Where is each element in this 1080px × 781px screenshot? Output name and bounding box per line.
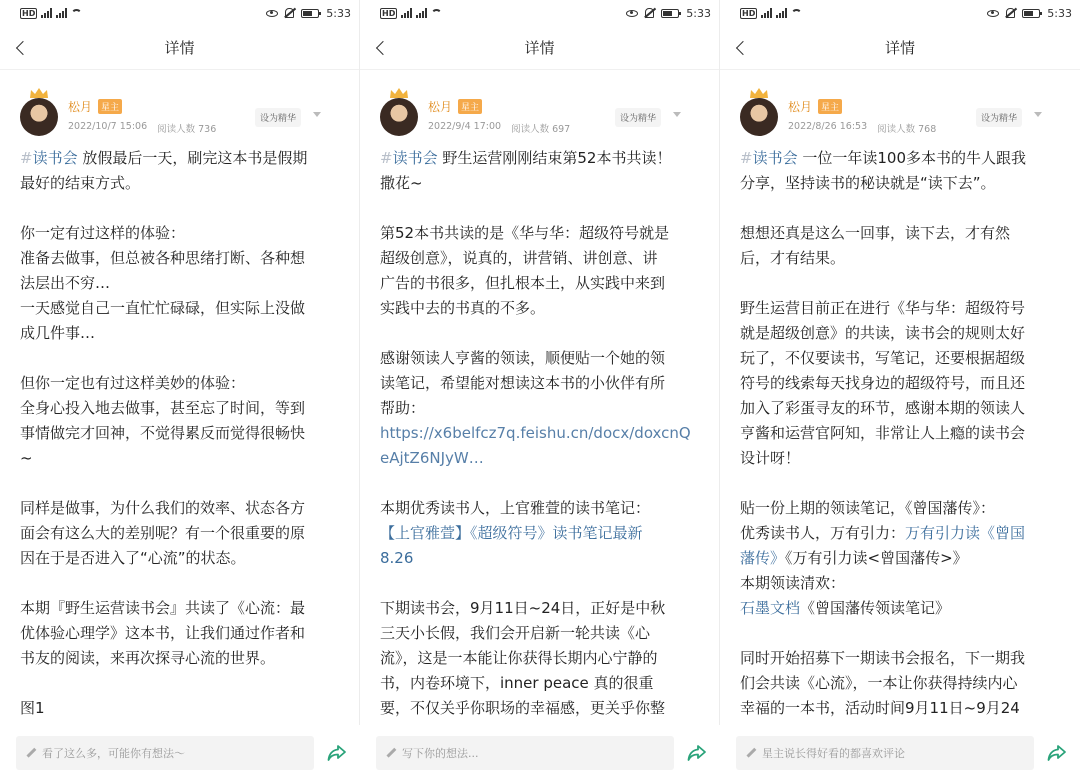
name-row	[68, 98, 216, 115]
paragraph-gap	[380, 196, 699, 221]
pencil-icon	[746, 748, 756, 758]
body-text: 感谢领读人亨酱的领读，顺便贴一个她的领	[380, 349, 666, 367]
comment-placeholder: 看了这么多，可能你有想法～	[42, 747, 185, 760]
topic-link[interactable]: 8.26	[380, 549, 414, 567]
body-line	[20, 221, 339, 246]
body-line	[740, 296, 1060, 321]
body-line	[380, 271, 699, 296]
battery-icon	[301, 9, 319, 18]
eye-icon	[987, 10, 999, 17]
comment-input[interactable]	[736, 736, 1034, 770]
body-text: 同时开始招募下一期读书会报名，下一期我	[740, 649, 1026, 667]
nav-bar	[360, 26, 719, 70]
body-text: 本期领读清欢：	[740, 574, 846, 592]
body-text: 后，才有结果。	[740, 249, 846, 267]
paragraph-gap	[740, 621, 1060, 646]
battery-icon	[661, 9, 679, 18]
paragraph-gap	[20, 196, 339, 221]
paragraph-gap	[20, 571, 339, 596]
body-text: 三天小长假，我们会开启新一轮共读《心	[380, 624, 651, 642]
post-date: 2022/10/7 15:06	[68, 121, 148, 132]
comment-bar	[720, 725, 1080, 781]
body-line	[740, 596, 1060, 621]
owner-badge: 星主	[458, 99, 482, 114]
post-content	[720, 70, 1080, 725]
body-text: 面会有这么大的差别呢？有一个很重要的原	[20, 524, 306, 542]
wifi-icon	[791, 9, 802, 17]
author-row	[20, 70, 339, 146]
name-row	[788, 98, 936, 115]
author-meta	[788, 88, 936, 135]
body-text: 准备去做事，但总被各种思绪打断、各种想	[20, 249, 306, 267]
body-line	[740, 571, 1060, 596]
mute-bell-icon	[285, 8, 294, 18]
body-line	[20, 246, 339, 271]
body-text: 放假最后一天，刷完这本书是假期	[77, 149, 308, 167]
page-title: 详情	[164, 39, 195, 57]
status-bar	[0, 0, 359, 26]
status-left	[20, 8, 82, 19]
paragraph-gap	[740, 271, 1060, 296]
comment-input[interactable]	[376, 736, 674, 770]
crown-icon	[749, 88, 769, 99]
body-line	[740, 371, 1060, 396]
post-date: 2022/8/26 16:53	[788, 121, 868, 132]
phone-screen	[720, 0, 1080, 781]
body-line	[740, 496, 1060, 521]
author-meta	[68, 88, 216, 135]
body-text: 因在于是否进入了“心流”的状态。	[20, 549, 246, 567]
post-body	[380, 146, 699, 746]
phone-screen	[360, 0, 720, 781]
post-meta	[428, 121, 570, 135]
topic-link[interactable]: 石墨文档	[740, 599, 801, 617]
body-text: 书，内卷环境下，inner peace 真的很重	[380, 674, 654, 692]
pencil-icon	[386, 748, 396, 758]
paragraph-gap	[740, 471, 1060, 496]
eye-icon	[626, 10, 638, 17]
comment-input[interactable]	[16, 736, 314, 770]
body-line	[380, 521, 699, 546]
post-body	[740, 146, 1060, 746]
avatar[interactable]	[20, 98, 58, 136]
post-body	[20, 146, 339, 746]
hd-icon: HD	[22, 8, 36, 18]
body-text: 幸福的一本书，活动时间9月11日~9月24	[740, 699, 1020, 717]
hd-icon: HD	[382, 8, 396, 18]
nav-bar	[0, 26, 359, 70]
paragraph-gap	[740, 196, 1060, 221]
signal-icon	[761, 8, 772, 18]
mute-bell-icon	[1006, 8, 1015, 18]
body-line	[380, 446, 699, 471]
body-line	[380, 171, 699, 196]
body-text: 实践中去的书真的不多。	[380, 299, 546, 317]
author-row	[380, 70, 699, 146]
body-text: 野生运营刚刚结束第52本书共读！	[437, 149, 672, 167]
comment-bar	[360, 725, 720, 781]
paragraph-gap	[20, 471, 339, 496]
body-text: 但你一定也有过这样美妙的体验：	[20, 374, 246, 392]
share-icon[interactable]	[326, 742, 348, 764]
body-text: 贴一份上期的领读笔记，《曾国藩传》：	[740, 499, 996, 517]
post-content	[360, 70, 719, 725]
back-button[interactable]	[734, 38, 750, 58]
name-row	[428, 98, 570, 115]
body-text: 们会共读《心流》，一本让你获得持续内心	[740, 674, 1018, 692]
wifi-icon	[71, 9, 82, 17]
body-line	[20, 496, 339, 521]
chevron-left-icon	[376, 41, 390, 55]
crown-icon	[29, 88, 49, 99]
body-line	[380, 296, 699, 321]
chevron-down-icon[interactable]	[673, 112, 681, 117]
comment-bar	[0, 725, 360, 781]
battery-icon	[1022, 9, 1040, 18]
body-text: 玩了，不仅要读书，写笔记，还要根据超级	[740, 349, 1026, 367]
body-text: 事情做完才回神，不觉得累反而觉得很畅快	[20, 424, 306, 442]
paragraph-gap	[20, 671, 339, 696]
phone-screen	[0, 0, 360, 781]
chevron-down-icon[interactable]	[1034, 112, 1042, 117]
body-text: 同样是做事，为什么我们的效率、状态各方	[20, 499, 306, 517]
set-featured-button[interactable]: 设为精华	[255, 108, 301, 127]
body-line	[740, 446, 1060, 471]
body-line	[740, 146, 1060, 171]
topic-link[interactable]: 藩传》	[740, 549, 786, 567]
status-left	[380, 8, 442, 19]
body-line	[20, 321, 339, 346]
read-count: 阅读人数 736	[157, 124, 217, 135]
body-text: 优体验心理学》这本书，让我们通过作者和	[20, 624, 306, 642]
topic-link[interactable]: 读书会	[392, 149, 438, 167]
comment-placeholder: 星主说长得好看的都喜欢评论	[762, 747, 905, 760]
owner-badge: 星主	[98, 99, 122, 114]
body-text: 加入了彩蛋寻友的环节，感谢本期的领读人	[740, 399, 1026, 417]
hash-icon: #	[740, 149, 753, 167]
body-line	[740, 396, 1060, 421]
author-name[interactable]: 松月	[428, 100, 453, 114]
body-line	[380, 621, 699, 646]
topic-link[interactable]: 万有引力读《曾国	[905, 524, 1026, 542]
body-line	[740, 221, 1060, 246]
comment-placeholder: 写下你的想法...	[402, 747, 479, 760]
body-text: 一位一年读100多本书的牛人跟我	[797, 149, 1026, 167]
body-line	[20, 646, 339, 671]
body-text: 读笔记，希望能对想读这本书的小伙伴有所	[380, 374, 666, 392]
share-icon[interactable]	[1046, 742, 1068, 764]
body-text: 亨酱和运营官阿知，非常让人上瘾的读书会	[740, 424, 1026, 442]
body-text: 本期『野生运营读书会』共读了《心流：最	[20, 599, 306, 617]
body-line	[20, 546, 339, 571]
status-bar	[360, 0, 719, 26]
body-text: 流》，这是一本能让你获得长期内心宁静的	[380, 649, 658, 667]
paragraph-gap	[380, 321, 699, 346]
body-line	[20, 621, 339, 646]
body-line	[20, 696, 339, 721]
body-line	[380, 246, 699, 271]
signal-icon	[56, 8, 67, 18]
status-right	[987, 7, 1072, 20]
chevron-down-icon[interactable]	[313, 112, 321, 117]
body-text: 分享，坚持读书的秘诀就是“读下去”。	[740, 174, 996, 192]
body-text: 图1	[20, 699, 45, 717]
body-line	[740, 246, 1060, 271]
read-count: 阅读人数 697	[511, 124, 571, 135]
body-line	[380, 696, 699, 721]
page-title: 详情	[884, 39, 915, 57]
chevron-left-icon	[16, 41, 30, 55]
body-line	[740, 346, 1060, 371]
body-text: 撒花~	[380, 174, 423, 192]
wifi-icon	[431, 9, 442, 17]
body-line	[740, 696, 1060, 721]
body-line	[20, 371, 339, 396]
author-row	[740, 70, 1060, 146]
body-line	[380, 421, 699, 446]
status-right	[266, 7, 351, 20]
body-text: 《万有引力读<曾国藩传>》	[785, 549, 968, 567]
body-line	[380, 371, 699, 396]
body-line	[740, 646, 1060, 671]
body-text: 超级创意》，说真的，讲营销、讲创意、讲	[380, 249, 658, 267]
body-line	[380, 546, 699, 571]
hash-icon: #	[380, 149, 393, 167]
body-text: 成几件事…	[20, 324, 96, 342]
paragraph-gap	[380, 571, 699, 596]
topic-link[interactable]: 读书会	[32, 149, 78, 167]
body-text: 设计呀！	[740, 449, 801, 467]
paragraph-gap	[380, 471, 699, 496]
status-right	[626, 7, 711, 20]
status-bar	[720, 0, 1080, 26]
paragraph-gap	[20, 346, 339, 371]
author-name[interactable]: 松月	[788, 100, 813, 114]
back-button[interactable]	[14, 38, 30, 58]
topic-link[interactable]: 读书会	[752, 149, 798, 167]
crown-icon	[389, 88, 409, 99]
body-line	[20, 521, 339, 546]
avatar[interactable]	[380, 98, 418, 136]
body-line	[380, 221, 699, 246]
post-date: 2022/9/4 17:00	[428, 121, 502, 132]
topic-link[interactable]: 【上官雅萱】《超级符号》读书笔记最新	[380, 524, 643, 542]
body-text: 法层出不穷…	[20, 274, 111, 292]
body-text: 想想还真是这么一回事，读下去，才有然	[740, 224, 1011, 242]
status-left	[740, 8, 802, 19]
body-line	[740, 671, 1060, 696]
body-line	[380, 346, 699, 371]
body-line	[20, 396, 339, 421]
body-line	[380, 496, 699, 521]
body-line	[20, 271, 339, 296]
read-count: 阅读人数 768	[877, 124, 937, 135]
body-text: 最好的结束方式。	[20, 174, 141, 192]
body-text: 一天感觉自己一直忙忙碌碌，但实际上没做	[20, 299, 306, 317]
body-line	[380, 596, 699, 621]
avatar[interactable]	[740, 98, 778, 136]
status-time: 5:33	[686, 6, 711, 20]
body-line	[740, 546, 1060, 571]
body-line	[20, 596, 339, 621]
signal-icon	[41, 8, 52, 18]
body-line	[20, 446, 339, 471]
body-line	[20, 296, 339, 321]
author-name[interactable]: 松月	[68, 100, 93, 114]
back-button[interactable]	[374, 38, 390, 58]
body-line	[380, 671, 699, 696]
signal-icon	[416, 8, 427, 18]
body-line	[380, 396, 699, 421]
hd-icon: HD	[742, 8, 756, 18]
body-text: 就是超级创意》的共读，读书会的规则太好	[740, 324, 1026, 342]
mute-bell-icon	[645, 8, 654, 18]
chevron-left-icon	[736, 41, 750, 55]
body-text: 书友的阅读，来再次探寻心流的世界。	[20, 649, 276, 667]
body-text: 《曾国藩传领读笔记》	[800, 599, 951, 617]
eye-icon	[266, 10, 278, 17]
body-text: 帮助：	[380, 399, 426, 417]
body-text: 要，不仅关乎你职场的幸福感，更关乎你整	[380, 699, 666, 717]
body-text: 符号的线索每天找身边的超级符号，而且还	[740, 374, 1026, 392]
author-meta	[428, 88, 570, 135]
body-text: 广告的书很多，但扎根本土，从实践中来到	[380, 274, 666, 292]
body-text: 野生运营目前正在进行《华与华：超级符号	[740, 299, 1026, 317]
post-meta	[788, 121, 936, 135]
body-text: 优秀读书人，万有引力：	[740, 524, 906, 542]
body-line	[380, 646, 699, 671]
body-text: 全身心投入地去做事，甚至忘了时间，等到	[20, 399, 306, 417]
page-title: 详情	[524, 39, 555, 57]
url-link[interactable]: eAjtZ6NJyW…	[380, 449, 484, 467]
post-meta	[68, 121, 216, 135]
nav-bar	[720, 26, 1080, 70]
body-line	[380, 146, 699, 171]
body-line	[740, 521, 1060, 546]
post-content	[0, 70, 359, 725]
body-line	[20, 421, 339, 446]
body-text: 下期读书会，9月11日~24日，正好是中秋	[380, 599, 666, 617]
body-line	[20, 171, 339, 196]
pencil-icon	[26, 748, 36, 758]
body-text: 你一定有过这样的体验：	[20, 224, 186, 242]
owner-badge: 星主	[818, 99, 842, 114]
hash-icon: #	[20, 149, 33, 167]
set-featured-button[interactable]: 设为精华	[976, 108, 1022, 127]
body-line	[740, 171, 1060, 196]
body-text: ~	[20, 449, 33, 467]
set-featured-button[interactable]: 设为精华	[615, 108, 661, 127]
url-link[interactable]: https://x6belfcz7q.feishu.cn/docx/doxcnQ	[380, 424, 691, 442]
body-line	[740, 321, 1060, 346]
body-line	[20, 146, 339, 171]
body-text: 本期优秀读书人，上官雅萱的读书笔记：	[380, 499, 651, 517]
status-time: 5:33	[1047, 6, 1072, 20]
body-line	[740, 421, 1060, 446]
body-text: 第52本书共读的是《华与华：超级符号就是	[380, 224, 670, 242]
share-icon[interactable]	[686, 742, 708, 764]
signal-icon	[401, 8, 412, 18]
signal-icon	[776, 8, 787, 18]
status-time: 5:33	[326, 6, 351, 20]
